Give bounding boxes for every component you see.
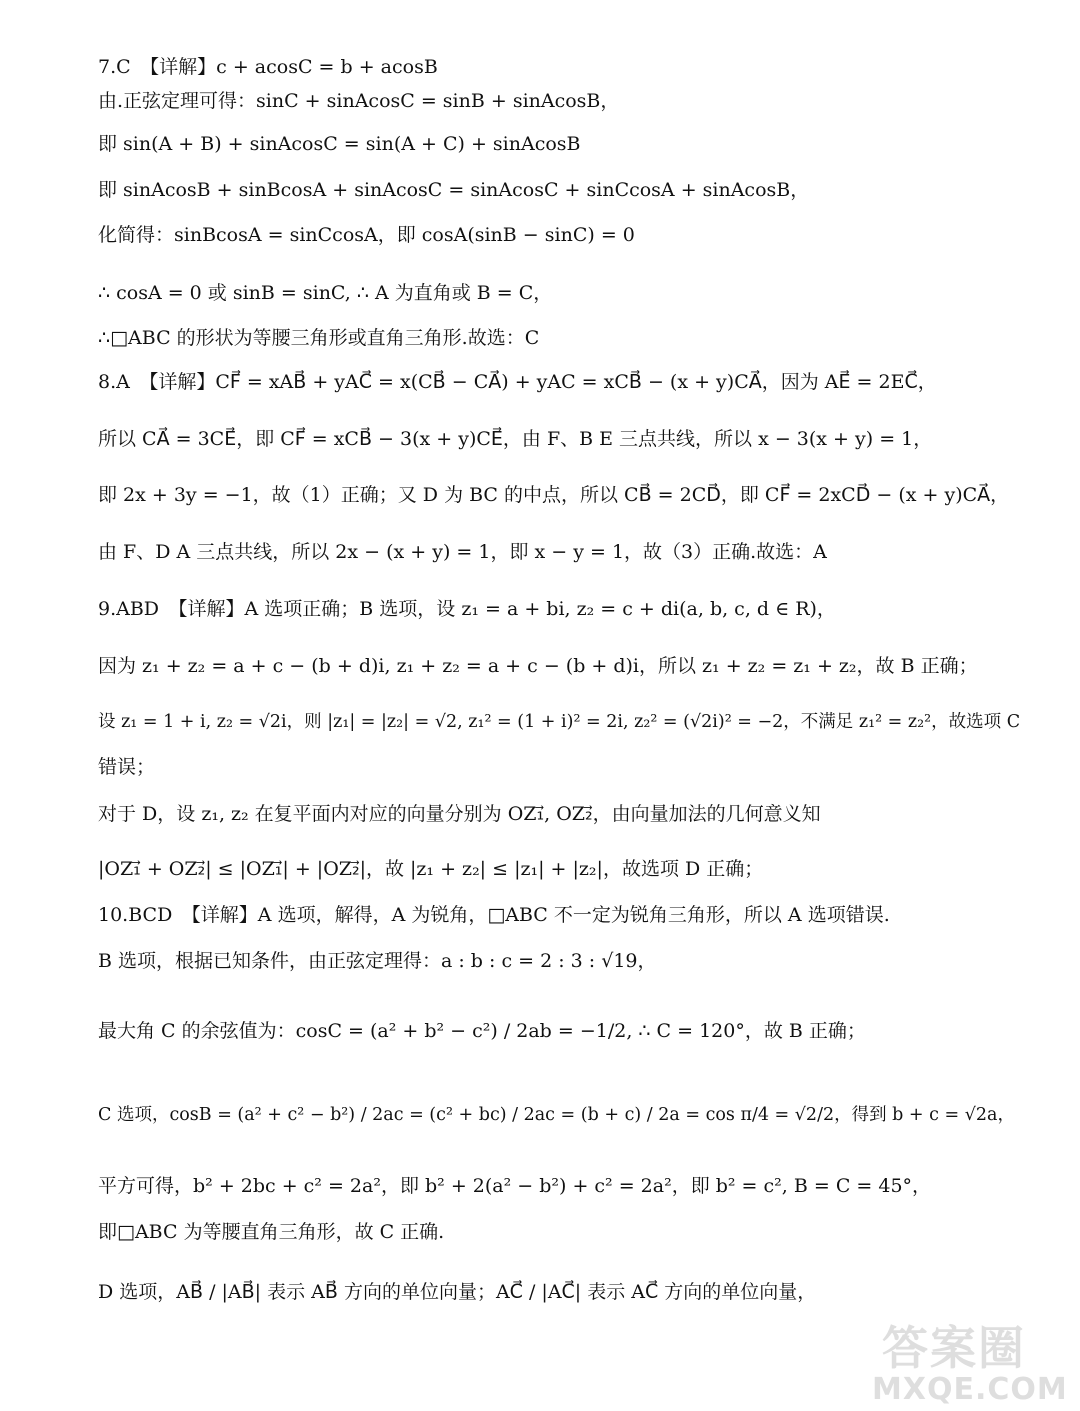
text-line bbox=[98, 325, 1020, 351]
text-line bbox=[98, 1018, 1020, 1044]
line-text: 即 sin(A + B) + sinAcosC = sin(A + C) + sinAcosB bbox=[98, 133, 581, 155]
text-line bbox=[98, 1102, 1020, 1128]
text-line bbox=[98, 88, 1020, 114]
line-text: 因为 z₁ + z₂ = a + c − (b + d)i, z₁ + z₂ = a + c − (b + d)i，所以 z₁ + z₂ = z₁ + z₂，故 B 正确； bbox=[98, 655, 978, 677]
line-text: ∴ cosA = 0 或 sinB = sinC, ∴ A 为直角或 B = C， bbox=[98, 282, 553, 304]
text-line bbox=[98, 801, 1020, 827]
line-text: C 选项，cosB = (a² + c² − b²) / 2ac = (c² + bc) / 2ac = (b + c) / 2a = cos π/4 = √2/2，得到 b + c = √2a， bbox=[98, 1105, 1015, 1125]
text-line bbox=[98, 369, 1020, 395]
text-line bbox=[98, 1219, 1020, 1245]
line-text: 平方可得，b² + 2bc + c² = 2a²，即 b² + 2(a² − b²) + c² = 2a²，即 b² = c², B = C = 45°， bbox=[98, 1175, 932, 1197]
text-line bbox=[98, 131, 1020, 157]
line-text: D 选项，AB⃗ / |AB⃗| 表示 AB⃗ 方向的单位向量；AC⃗ / |AC⃗| 表示 AC⃗ 方向的单位向量， bbox=[98, 1281, 817, 1303]
line-text: 错误； bbox=[98, 756, 156, 778]
line-text: ∴□ABC 的形状为等腰三角形或直角三角形.故选：C bbox=[98, 327, 540, 349]
text-line bbox=[98, 902, 1020, 928]
line-text: 对于 D，设 z₁, z₂ 在复平面内对应的向量分别为 OZ₁⃗, OZ₂⃗，由向量加法的几何意义知 bbox=[98, 803, 821, 825]
text-line bbox=[98, 948, 1020, 974]
text-line bbox=[98, 653, 1020, 679]
line-text: 最大角 C 的余弦值为：cosC = (a² + b² − c²) / 2ab = −1/2, ∴ C = 120°，故 B 正确； bbox=[98, 1020, 866, 1042]
text-line bbox=[98, 482, 1020, 508]
line-text: 由 F、D A 三点共线，所以 2x − (x + y) = 1，即 x − y = 1，故（3）正确.故选：A bbox=[98, 541, 827, 563]
text-line bbox=[98, 539, 1020, 565]
line-text: 由.正弦定理可得：sinC + sinAcosC = sinB + sinAcosB， bbox=[98, 90, 620, 112]
text-line bbox=[98, 280, 1020, 306]
line-text: 即□ABC 为等腰直角三角形，故 C 正确. bbox=[98, 1221, 445, 1243]
line-text: 7.C 【详解】c + acosC = b + acosB bbox=[98, 56, 438, 78]
text-line bbox=[98, 177, 1020, 203]
line-text: 9.ABD 【详解】A 选项正确；B 选项，设 z₁ = a + bi, z₂ = c + di(a, b, c, d ∈ R)， bbox=[98, 598, 836, 620]
text-line bbox=[98, 856, 1020, 882]
text-line bbox=[98, 54, 1020, 80]
text-line bbox=[98, 754, 1020, 780]
watermark-url: MXQE.COM bbox=[872, 1372, 1068, 1407]
text-line bbox=[98, 1279, 1020, 1305]
text-line bbox=[98, 426, 1020, 452]
watermark-logo bbox=[872, 1312, 1068, 1407]
text-line bbox=[98, 596, 1020, 622]
line-text: 即 2x + 3y = −1，故（1）正确；又 D 为 BC 的中点，所以 CB⃗ = 2CD⃗，即 CF⃗ = 2xCD⃗ − (x + y)CA⃗， bbox=[98, 484, 1010, 506]
text-line bbox=[98, 1173, 1020, 1199]
line-text: 化简得：sinBcosA = sinCcosA，即 cosA(sinB − sinC) = 0 bbox=[98, 224, 635, 246]
line-text: 设 z₁ = 1 + i, z₂ = √2i，则 |z₁| = |z₂| = √2, z₁² = (1 + i)² = 2i, z₂² = (√2i)² = −2，不满足 z₁² = z₂²，故选项 C bbox=[98, 712, 1021, 732]
text-line bbox=[98, 709, 1020, 735]
text-line bbox=[98, 222, 1020, 248]
line-text: |OZ₁⃗ + OZ₂⃗| ≤ |OZ₁⃗| + |OZ₂⃗|，故 |z₁ + z₂| ≤ |z₁| + |z₂|，故选项 D 正确； bbox=[98, 858, 764, 880]
line-text: 即 sinAcosB + sinBcosA + sinAcosC = sinAcosC + sinCcosA + sinAcosB， bbox=[98, 179, 810, 201]
watermark-title: 答案圈 bbox=[882, 1321, 1026, 1375]
line-text: 所以 CA⃗ = 3CE⃗，即 CF⃗ = xCB⃗ − 3(x + y)CE⃗，由 F、B E 三点共线，所以 x − 3(x + y) = 1， bbox=[98, 428, 933, 450]
line-text: 10.BCD 【详解】A 选项，解得，A 为锐角，□ABC 不一定为锐角三角形，所以 A 选项错误. bbox=[98, 904, 890, 926]
line-text: 8.A 【详解】CF⃗ = xAB⃗ + yAC⃗ = x(CB⃗ − CA⃗) + yAC = xCB⃗ − (x + y)CA⃗，因为 AE⃗ = 2EC⃗， bbox=[98, 371, 937, 393]
line-text: B 选项，根据已知条件，由正弦定理得：a : b : c = 2 : 3 : √19， bbox=[98, 950, 657, 972]
